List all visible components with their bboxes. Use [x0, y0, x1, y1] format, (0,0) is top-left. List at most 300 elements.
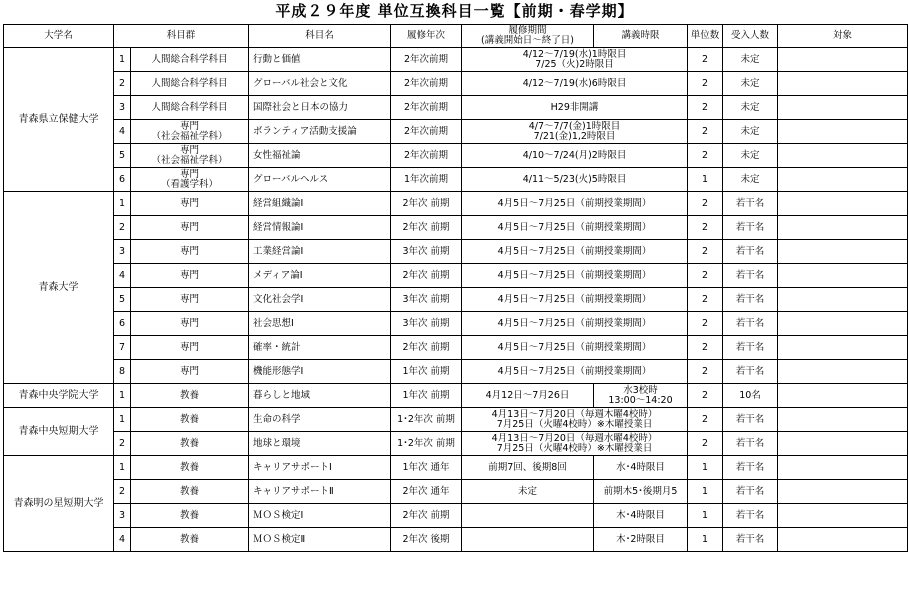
credits	[688, 264, 723, 288]
subject-group	[131, 384, 249, 408]
credits	[688, 240, 723, 264]
subject-name-line: 経営情報論Ⅰ	[253, 221, 304, 233]
study-year-line: 3年次 前期	[402, 245, 450, 257]
subject-group	[131, 480, 249, 504]
subject-name-line: キャリアサポートⅠ	[253, 461, 332, 473]
study-period-line: 4/12～7/19(水)6時限目	[522, 77, 627, 89]
table-row	[4, 48, 908, 72]
subject-group	[131, 216, 249, 240]
capacity-line: 未定	[740, 77, 760, 89]
study-period-line: 4月5日～7月25日（前期授業期間）	[497, 341, 652, 353]
header-subject: 科目名	[249, 25, 391, 48]
row-number-line: 4	[118, 269, 126, 281]
target	[778, 192, 908, 216]
study-period	[462, 144, 688, 168]
study-year-line: 3年次 前期	[402, 317, 450, 329]
credits	[688, 312, 723, 336]
capacity	[723, 192, 778, 216]
capacity-line: 若干名	[735, 197, 765, 209]
university-name-line: 青森中央学院大学	[18, 389, 99, 401]
subject-name	[249, 144, 391, 168]
subject-group	[131, 72, 249, 96]
credits	[688, 288, 723, 312]
study-period	[462, 96, 688, 120]
study-year-line: 2年次前期	[403, 77, 449, 89]
subject-group-line: 専門	[180, 144, 200, 156]
capacity-line: 若干名	[735, 509, 765, 521]
subject-name	[249, 336, 391, 360]
subject-group-line: 専門	[180, 317, 200, 329]
credits-line: 2	[701, 221, 709, 233]
header-period-label: 履修期間	[508, 25, 547, 36]
subject-name-line: 文化社会学Ⅰ	[253, 293, 304, 305]
capacity	[723, 240, 778, 264]
credits	[688, 360, 723, 384]
subject-name-line: 工業経営論Ⅰ	[253, 245, 304, 257]
target	[778, 432, 908, 456]
row-number-line: 5	[118, 149, 126, 161]
capacity	[723, 216, 778, 240]
credits	[688, 120, 723, 144]
university-name-line: 青森大学	[38, 281, 79, 293]
study-year-line: 2年次 前期	[402, 221, 450, 233]
subject-group	[131, 360, 249, 384]
capacity-line: 若干名	[735, 437, 765, 449]
table-row	[4, 480, 908, 504]
subject-group	[131, 408, 249, 432]
capacity	[723, 480, 778, 504]
study-year	[391, 432, 462, 456]
study-period	[462, 528, 594, 552]
subject-group-line: 教養	[180, 437, 200, 449]
university-name	[4, 384, 114, 408]
study-year	[391, 480, 462, 504]
credits	[688, 528, 723, 552]
subject-name	[249, 216, 391, 240]
subject-group	[131, 96, 249, 120]
capacity-line: 未定	[740, 173, 760, 185]
target	[778, 288, 908, 312]
subject-name	[249, 360, 391, 384]
target	[778, 504, 908, 528]
row-number-line: 4	[118, 125, 126, 137]
row-number-line: 1	[118, 389, 126, 401]
row-number-line: 2	[118, 77, 126, 89]
study-period	[462, 120, 688, 144]
row-number-line: 2	[118, 437, 126, 449]
subject-group	[131, 48, 249, 72]
row-number-line: 1	[118, 413, 126, 425]
subject-group	[131, 192, 249, 216]
study-year-line: 1年次 前期	[402, 365, 450, 377]
table-row	[4, 264, 908, 288]
subject-group-line: 専門	[180, 168, 200, 180]
capacity-line: 若干名	[735, 317, 765, 329]
table-row	[4, 360, 908, 384]
subject-name	[249, 96, 391, 120]
subject-name-line: メディア論Ⅰ	[253, 269, 303, 281]
credits	[688, 480, 723, 504]
subject-name-line: ボランティア活動支援論	[253, 125, 357, 137]
credits-line: 1	[701, 461, 709, 473]
subject-group-line: 専門	[180, 341, 200, 353]
capacity	[723, 168, 778, 192]
lecture-slot	[594, 480, 688, 504]
study-period	[462, 48, 688, 72]
study-period	[462, 408, 688, 432]
credits-line: 2	[701, 53, 709, 65]
capacity-line: 10名	[739, 389, 761, 401]
capacity-line: 未定	[740, 101, 760, 113]
credits-line: 2	[701, 437, 709, 449]
row-number-line: 3	[118, 509, 126, 521]
table-row	[4, 288, 908, 312]
subject-name-line: 行動と価値	[253, 53, 301, 65]
target	[778, 336, 908, 360]
study-period-line: 7月25日（火曜4校時）※木曜授業日	[496, 418, 653, 430]
subject-name	[249, 48, 391, 72]
study-year	[391, 264, 462, 288]
capacity-line: 若干名	[735, 221, 765, 233]
study-period	[462, 480, 594, 504]
row-number-line: 1	[118, 461, 126, 473]
lecture-slot-line: 13:00～14:20	[608, 394, 673, 406]
row-number-line: 3	[118, 245, 126, 257]
study-year	[391, 216, 462, 240]
credits-line: 2	[701, 341, 709, 353]
subject-group	[131, 456, 249, 480]
university-name	[4, 456, 114, 552]
header-capacity: 受入人数	[723, 25, 778, 48]
credit-exchange-table	[3, 24, 908, 552]
study-year	[391, 528, 462, 552]
lecture-slot	[594, 456, 688, 480]
capacity	[723, 408, 778, 432]
capacity	[723, 120, 778, 144]
credits	[688, 192, 723, 216]
study-period-line: 4月13日～7月20日（毎週木曜4校時）	[491, 408, 658, 420]
row-number	[114, 408, 131, 432]
capacity	[723, 528, 778, 552]
credits	[688, 48, 723, 72]
header-slot: 講義時限	[594, 25, 688, 48]
capacity	[723, 504, 778, 528]
subject-group	[131, 144, 249, 168]
study-year-line: 2年次 前期	[402, 341, 450, 353]
subject-group	[131, 264, 249, 288]
subject-group-line: 教養	[180, 485, 200, 497]
study-period-line: 4/11～5/23(火)5時限目	[522, 173, 627, 185]
credits-line: 2	[701, 269, 709, 281]
lecture-slot-line: 木･4時限目	[616, 509, 665, 521]
subject-name	[249, 192, 391, 216]
study-year-line: 2年次 前期	[402, 509, 450, 521]
credits-line: 1	[701, 173, 709, 185]
subject-name-line: 暮らしと地域	[253, 389, 311, 401]
subject-group-line: 人間総合科学科目	[151, 101, 228, 113]
row-number	[114, 240, 131, 264]
study-period-line: 4月5日～7月25日（前期授業期間）	[497, 221, 652, 233]
study-year	[391, 144, 462, 168]
row-number	[114, 480, 131, 504]
study-period	[462, 192, 688, 216]
credits	[688, 168, 723, 192]
study-period-line: H29非開講	[550, 101, 599, 113]
university-name-line: 青森明の星短期大学	[13, 497, 104, 509]
study-year-line: 1年次前期	[403, 173, 449, 185]
row-number-line: 6	[118, 317, 126, 329]
study-year	[391, 48, 462, 72]
subject-name-line: 地球と環境	[253, 437, 301, 449]
subject-group	[131, 120, 249, 144]
study-period-line: 4月5日～7月25日（前期授業期間）	[497, 317, 652, 329]
subject-group-line: 人間総合科学科目	[151, 77, 228, 89]
study-year	[391, 240, 462, 264]
row-number	[114, 336, 131, 360]
study-period-line: 前期7回、後期8回	[488, 461, 567, 473]
capacity	[723, 48, 778, 72]
header-university: 大学名	[4, 25, 114, 48]
subject-name	[249, 288, 391, 312]
page-title: 平成２９年度 単位互換科目一覧【前期・春学期】	[275, 2, 634, 20]
study-period	[462, 240, 688, 264]
capacity	[723, 288, 778, 312]
lecture-slot-line: 前期木5･後期月5	[603, 485, 678, 497]
subject-name-line: 経営組織論Ⅰ	[253, 197, 304, 209]
study-period-line: 4月12日～7月26日	[485, 389, 570, 401]
study-period	[462, 72, 688, 96]
capacity	[723, 360, 778, 384]
row-number	[114, 48, 131, 72]
capacity	[723, 312, 778, 336]
subject-name	[249, 432, 391, 456]
subject-group	[131, 432, 249, 456]
study-period-line: 4/10～7/24(月)2時限目	[522, 149, 627, 161]
capacity-line: 若干名	[735, 485, 765, 497]
table-row	[4, 144, 908, 168]
credits	[688, 456, 723, 480]
table-row	[4, 120, 908, 144]
study-year-line: 1年次 通年	[402, 461, 450, 473]
study-period	[462, 312, 688, 336]
credits-line: 2	[701, 197, 709, 209]
university-name	[4, 408, 114, 456]
table-row	[4, 504, 908, 528]
subject-name-line: 生命の科学	[253, 413, 301, 425]
credits-line: 2	[701, 365, 709, 377]
subject-name-line: キャリアサポートⅡ	[253, 485, 334, 497]
study-period	[462, 288, 688, 312]
header-period	[462, 25, 594, 48]
subject-group-line: （社会福祉学科）	[151, 154, 228, 166]
capacity-line: 若干名	[735, 365, 765, 377]
subject-group	[131, 336, 249, 360]
table-row	[4, 168, 908, 192]
row-number-line: 1	[118, 197, 126, 209]
study-year-line: 1年次 前期	[402, 389, 450, 401]
subject-name	[249, 168, 391, 192]
subject-group-line: 教養	[180, 461, 200, 473]
study-period-line: 4/7～7/7(金)1時限目	[528, 120, 621, 132]
row-number	[114, 144, 131, 168]
study-period	[462, 216, 688, 240]
university-name	[4, 48, 114, 192]
table-row	[4, 240, 908, 264]
study-year-line: 2年次前期	[403, 53, 449, 65]
subject-group-line: （社会福祉学科）	[151, 130, 228, 142]
subject-group	[131, 240, 249, 264]
row-number-line: 1	[118, 53, 126, 65]
target	[778, 120, 908, 144]
table-body	[4, 48, 908, 552]
target	[778, 168, 908, 192]
subject-name	[249, 384, 391, 408]
target	[778, 312, 908, 336]
subject-name	[249, 120, 391, 144]
study-year	[391, 336, 462, 360]
credits-line: 2	[701, 413, 709, 425]
credits-line: 2	[701, 317, 709, 329]
study-period	[462, 432, 688, 456]
subject-group-line: 教養	[180, 533, 200, 545]
university-name-line: 青森中央短期大学	[18, 425, 99, 437]
credits-line: 1	[701, 533, 709, 545]
subject-group-line: 教養	[180, 509, 200, 521]
capacity-line: 未定	[740, 149, 760, 161]
target	[778, 528, 908, 552]
subject-group	[131, 288, 249, 312]
subject-group	[131, 504, 249, 528]
study-period	[462, 168, 688, 192]
subject-group-line: 専門	[180, 269, 200, 281]
study-year-line: 2年次 通年	[402, 485, 450, 497]
capacity	[723, 336, 778, 360]
row-number-line: 6	[118, 173, 126, 185]
study-year	[391, 384, 462, 408]
credits	[688, 432, 723, 456]
capacity-line: 若干名	[735, 293, 765, 305]
subject-group	[131, 168, 249, 192]
study-year-line: 3年次 前期	[402, 293, 450, 305]
lecture-slot-line: 水･4時限目	[616, 461, 665, 473]
subject-group-line: 専門	[180, 197, 200, 209]
row-number	[114, 360, 131, 384]
study-year-line: 2年次前期	[403, 101, 449, 113]
table-row	[4, 192, 908, 216]
study-period-line: 4月5日～7月25日（前期授業期間）	[497, 365, 652, 377]
table-row	[4, 216, 908, 240]
row-number-line: 8	[118, 365, 126, 377]
row-number	[114, 264, 131, 288]
credits	[688, 336, 723, 360]
capacity-line: 未定	[740, 125, 760, 137]
subject-name-line: ＭＯＳ検定Ⅰ	[253, 509, 304, 521]
capacity-line: 若干名	[735, 461, 765, 473]
capacity-line: 若干名	[735, 413, 765, 425]
lecture-slot-line: 木･2時限目	[616, 533, 665, 545]
university-name-line: 青森県立保健大学	[18, 113, 99, 125]
subject-name-line: 確率・統計	[253, 341, 301, 353]
row-number-line: 7	[118, 341, 126, 353]
study-year-line: 2年次前期	[403, 149, 449, 161]
study-period-line: 7月25日（火曜4校時）※木曜授業日	[496, 442, 653, 454]
header-group: 科目群	[114, 25, 249, 48]
subject-name	[249, 528, 391, 552]
table-row	[4, 432, 908, 456]
credits-line: 2	[701, 101, 709, 113]
study-period	[462, 360, 688, 384]
study-period-line: 4月5日～7月25日（前期授業期間）	[497, 197, 652, 209]
table-row	[4, 96, 908, 120]
table-row	[4, 528, 908, 552]
row-number-line: 3	[118, 101, 126, 113]
credits-line: 2	[701, 77, 709, 89]
credits-line: 2	[701, 149, 709, 161]
subject-group-line: 専門	[180, 221, 200, 233]
row-number-line: 5	[118, 293, 126, 305]
header-target: 対象	[778, 25, 908, 48]
credits	[688, 504, 723, 528]
study-year	[391, 168, 462, 192]
capacity-line: 未定	[740, 53, 760, 65]
study-year	[391, 360, 462, 384]
capacity-line: 若干名	[735, 341, 765, 353]
target	[778, 96, 908, 120]
capacity-line: 若干名	[735, 269, 765, 281]
row-number	[114, 432, 131, 456]
study-year	[391, 192, 462, 216]
lecture-slot-line: 水3校時	[623, 384, 658, 396]
study-year-line: 2年次 前期	[402, 269, 450, 281]
study-period-line: 未定	[518, 485, 538, 497]
study-year-line: 2年次 後期	[402, 533, 450, 545]
study-period-line: 4月5日～7月25日（前期授業期間）	[497, 245, 652, 257]
credits	[688, 96, 723, 120]
study-year	[391, 72, 462, 96]
header-credits: 単位数	[688, 25, 723, 48]
study-year-line: 2年次 前期	[402, 197, 450, 209]
credits-line: 1	[701, 509, 709, 521]
study-period	[462, 456, 594, 480]
credits	[688, 72, 723, 96]
credits-line: 2	[701, 245, 709, 257]
study-year	[391, 120, 462, 144]
subject-name	[249, 72, 391, 96]
subject-group-line: 教養	[180, 413, 200, 425]
target	[778, 48, 908, 72]
row-number	[114, 72, 131, 96]
study-period	[462, 384, 594, 408]
subject-name	[249, 264, 391, 288]
capacity	[723, 432, 778, 456]
study-period-line: 4月13日～7月20日（毎週水曜4校時）	[491, 432, 658, 444]
row-number	[114, 168, 131, 192]
subject-group-line: （看護学科）	[161, 178, 219, 190]
row-number	[114, 528, 131, 552]
study-year	[391, 456, 462, 480]
credits-line: 1	[701, 485, 709, 497]
study-year	[391, 288, 462, 312]
study-year	[391, 96, 462, 120]
lecture-slot	[594, 384, 688, 408]
header-year: 履修年次	[391, 25, 462, 48]
target	[778, 240, 908, 264]
capacity	[723, 384, 778, 408]
header-row	[4, 25, 908, 48]
study-year	[391, 408, 462, 432]
capacity-line: 若干名	[735, 245, 765, 257]
target	[778, 384, 908, 408]
